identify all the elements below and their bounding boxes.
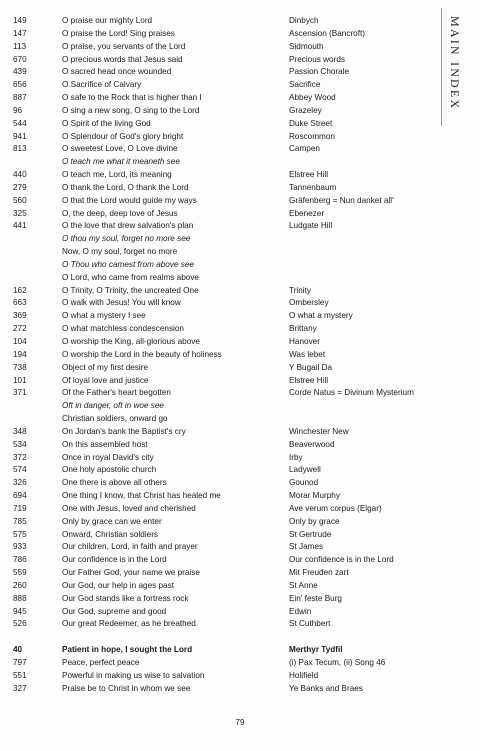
- tune-name: Only by grace: [289, 516, 340, 526]
- index-row: [0, 554, 440, 566]
- tune-name: St James: [289, 542, 324, 552]
- hymn-number: 194: [13, 349, 27, 359]
- hymn-number: 441: [13, 221, 27, 231]
- first-line: One there is above all others: [62, 478, 167, 488]
- index-row: [0, 220, 440, 232]
- index-row: [0, 580, 440, 592]
- side-rule: [441, 8, 442, 126]
- tune-name: Irby: [289, 452, 303, 462]
- first-line: Of the Father's heart begotten: [62, 388, 171, 398]
- index-row: [0, 606, 440, 618]
- tune-name: Ludgate Hill: [289, 221, 333, 231]
- first-line: Our great Redeemer, as he breathed: [62, 619, 196, 629]
- tune-name: St Cuthbert: [289, 619, 331, 629]
- index-row: [0, 426, 440, 438]
- index-row: [0, 375, 440, 387]
- index-row: [0, 259, 440, 271]
- hymn-number: 719: [13, 503, 27, 513]
- main-index-tab: MAIN INDEX: [448, 16, 462, 111]
- hymn-number: 551: [13, 671, 27, 680]
- first-line: O thou my soul, forget no more see: [62, 234, 191, 244]
- first-line: O Spirit of the living God: [62, 118, 151, 128]
- index-row: [0, 618, 440, 630]
- hymn-number: 162: [13, 285, 27, 295]
- first-line: Onward, Christian soldiers: [62, 529, 159, 539]
- hymn-number: 785: [13, 516, 27, 526]
- hymn-number: 786: [13, 555, 27, 565]
- index-row: [0, 156, 440, 168]
- tune-name: Ascension (Bancroft): [289, 28, 365, 38]
- first-line: O Splendour of God's glory bright: [62, 131, 184, 141]
- tune-name: Elstree Hill: [289, 170, 329, 180]
- index-row: [0, 516, 440, 528]
- hymn-number: 738: [13, 362, 27, 372]
- tune-name: Corde Natus = Divinum Mysterium: [289, 388, 414, 398]
- index-row: [0, 452, 440, 464]
- hymn-number: 440: [13, 170, 27, 180]
- first-line: O Sacrifice of Calvary: [62, 80, 142, 90]
- first-line: Christian soldiers, onward go: [62, 414, 168, 424]
- hymn-number: 933: [13, 542, 27, 552]
- hymn-number: 369: [13, 311, 27, 321]
- hymn-number: 147: [13, 28, 27, 38]
- hymn-number: 149: [13, 16, 27, 25]
- hymn-number: 326: [13, 478, 27, 488]
- tune-name: Sidmouth: [289, 41, 324, 51]
- first-line: O walk with Jesus! You will know: [62, 298, 181, 308]
- hymn-number: 101: [13, 375, 27, 385]
- hymn-number: 560: [13, 195, 27, 205]
- first-line: O worship the Lord in the beauty of holiness: [62, 349, 222, 359]
- index-row: [0, 195, 440, 207]
- index-row: [0, 272, 440, 284]
- hymn-number: 694: [13, 491, 27, 501]
- index-row: [0, 246, 440, 258]
- hymn-number: 574: [13, 465, 27, 475]
- first-line: O praise our mighty Lord: [62, 16, 153, 25]
- first-line: Now, O my soul, forget no more: [62, 247, 178, 257]
- hymn-number: 279: [13, 182, 27, 192]
- first-line: O sing a new song, O sing to the Lord: [62, 105, 200, 115]
- index-row: [0, 541, 440, 553]
- hymn-number: 327: [13, 683, 27, 693]
- hymn-number: 559: [13, 568, 27, 578]
- first-line: O teach me, Lord, its meaning: [62, 170, 172, 180]
- hymn-number: 325: [13, 208, 27, 218]
- tune-name: Holifield: [289, 671, 319, 680]
- hymn-number: 272: [13, 324, 27, 334]
- first-line: O, the deep, deep love of Jesus: [62, 208, 178, 218]
- tune-name: Winchester New: [289, 426, 349, 436]
- index-row: [0, 387, 440, 399]
- hymn-number: 104: [13, 337, 27, 346]
- hymn-number: 526: [13, 619, 27, 629]
- index-row: [0, 310, 440, 322]
- first-line: Our God, our help in ages past: [62, 580, 174, 590]
- hymn-number: 544: [13, 118, 27, 128]
- index-row: [0, 92, 440, 104]
- tune-name: Ladywell: [289, 465, 321, 475]
- first-line: O Lord, who came from realms above: [62, 272, 199, 282]
- first-line: Peace, perfect peace: [62, 658, 140, 668]
- hymn-number: 371: [13, 388, 27, 398]
- index-row: [0, 285, 440, 297]
- first-line: On Jordan's bank the Baptist's cry: [62, 426, 186, 436]
- first-line: One with Jesus, loved and cherished: [62, 503, 196, 513]
- first-line: Our confidence is in the Lord: [62, 555, 167, 565]
- index-row: [0, 490, 440, 502]
- index-row: [0, 567, 440, 579]
- index-row: [0, 131, 440, 143]
- tune-name: Morar Murphy: [289, 491, 340, 501]
- hymn-number: 40: [13, 645, 23, 655]
- tune-name: Tannenbaum: [289, 182, 337, 192]
- index-row: [0, 66, 440, 78]
- index-row: [0, 118, 440, 130]
- hymn-number: 575: [13, 529, 27, 539]
- first-line: O the love that drew salvation's plan: [62, 221, 194, 231]
- first-line: On this assembled host: [62, 439, 148, 449]
- first-line: Only by grace can we enter: [62, 516, 162, 526]
- index-row: [0, 670, 440, 682]
- tune-name: Dinbych: [289, 16, 319, 25]
- index-row: [0, 233, 440, 245]
- index-row: [0, 15, 440, 27]
- index-row: [0, 182, 440, 194]
- tune-name: O what a mystery: [289, 311, 353, 321]
- first-line: Our God stands like a fortress rock: [62, 593, 189, 603]
- index-row: [0, 503, 440, 515]
- hymn-number: 887: [13, 93, 27, 103]
- index-row: [0, 143, 440, 155]
- first-line: O that the Lord would guide my ways: [62, 195, 197, 205]
- hymn-number: 797: [13, 658, 27, 668]
- tune-name: Trinity: [289, 285, 311, 295]
- index-row: [0, 323, 440, 335]
- hymn-number: 813: [13, 144, 27, 154]
- tune-name: (i) Pax Tecum, (ii) Song 46: [289, 658, 386, 668]
- first-line: Our children, Lord, in faith and prayer: [62, 542, 198, 552]
- tune-name: Ye Banks and Braes: [289, 683, 363, 693]
- tune-name: Beaverwood: [289, 439, 335, 449]
- tune-name: Brittany: [289, 324, 317, 334]
- index-row: [0, 439, 440, 451]
- hymn-number: 945: [13, 606, 27, 616]
- tune-name: Gräfenberg = Nun danket all': [289, 195, 394, 205]
- tune-name: Ebenezer: [289, 208, 325, 218]
- first-line: O Thou who camest from above see: [62, 259, 194, 269]
- index-row: [0, 79, 440, 91]
- first-line: O thank the Lord, O thank the Lord: [62, 182, 189, 192]
- first-line: O sacred head once wounded: [62, 67, 172, 77]
- page-number: 79: [235, 718, 245, 727]
- index-row: [0, 349, 440, 361]
- hymn-number: 348: [13, 426, 27, 436]
- index-row: [0, 413, 440, 425]
- tune-name: Roscommon: [289, 131, 335, 141]
- hymn-number: 888: [13, 593, 27, 603]
- tune-name: Ave verum corpus (Elgar): [289, 503, 382, 513]
- tune-name: Grazeley: [289, 105, 322, 115]
- index-row: [0, 464, 440, 476]
- first-line: Once in royal David's city: [62, 452, 154, 462]
- first-line: O teach me what it meaneth see: [62, 157, 180, 167]
- first-line: O what a mystery I see: [62, 311, 146, 321]
- index-row: [0, 657, 440, 669]
- tune-name: Abbey Wood: [289, 93, 336, 103]
- first-line: Object of my first desire: [62, 362, 148, 372]
- index-row: [0, 54, 440, 66]
- first-line: O precious words that Jesus said: [62, 54, 183, 64]
- tune-name: St Gertrude: [289, 529, 332, 539]
- index-row: [0, 400, 440, 412]
- first-line: One holy apostolic church: [62, 465, 157, 475]
- tune-name: Mit Freuden zart: [289, 568, 349, 578]
- index-row: [0, 529, 440, 541]
- tune-name: Duke Street: [289, 118, 333, 128]
- first-line: O Trinity, O Trinity, the uncreated One: [62, 285, 199, 295]
- first-line: O praise, you servants of the Lord: [62, 41, 186, 51]
- index-row: [0, 297, 440, 309]
- first-line: Powerful in making us wise to salvation: [62, 671, 205, 680]
- tune-name: Merthyr Tydfil: [289, 645, 343, 655]
- tune-name: Campen: [289, 144, 320, 154]
- first-line: O sweetest Love, O Love divine: [62, 144, 178, 154]
- hymn-number: 670: [13, 54, 27, 64]
- first-line: Of loyal love and justice: [62, 375, 149, 385]
- index-row: [0, 169, 440, 181]
- hymn-number: 113: [13, 41, 27, 51]
- hymn-number: 96: [13, 105, 23, 115]
- tune-name: Passion Chorale: [289, 67, 350, 77]
- hymn-number: 439: [13, 67, 27, 77]
- hymn-number: 663: [13, 298, 27, 308]
- hymn-number: 372: [13, 452, 27, 462]
- index-row: [0, 362, 440, 374]
- first-line: Our God, supreme and good: [62, 606, 167, 616]
- index-row: [0, 28, 440, 40]
- tune-name: Hanover: [289, 337, 320, 346]
- first-line: O worship the King, all-glorious above: [62, 337, 200, 346]
- hymn-number: 534: [13, 439, 27, 449]
- index-row: [0, 477, 440, 489]
- tune-name: Was lebet: [289, 349, 326, 359]
- tune-name: Sacrifice: [289, 80, 321, 90]
- hymn-number: 656: [13, 80, 27, 90]
- tune-name: Our confidence is in the Lord: [289, 555, 394, 565]
- index-row: [0, 336, 440, 348]
- tune-name: Precious words: [289, 54, 345, 64]
- index-row: [0, 208, 440, 220]
- index-row: [0, 593, 440, 605]
- first-line: O safe to the Rock that is higher than I: [62, 93, 202, 103]
- first-line: Our Father God, your name we praise: [62, 568, 200, 578]
- tune-name: Ombersley: [289, 298, 329, 308]
- first-line: O what matchless condescension: [62, 324, 184, 334]
- tune-name: Edwin: [289, 606, 312, 616]
- hymn-number: 941: [13, 131, 27, 141]
- tune-name: St Anne: [289, 580, 318, 590]
- tune-name: Elstree Hill: [289, 375, 329, 385]
- index-row: [0, 644, 440, 656]
- tune-name: Ein' feste Burg: [289, 593, 342, 603]
- first-line: O praise the Lord! Sing praises: [62, 28, 175, 38]
- index-row: [0, 41, 440, 53]
- first-line: Praise be to Christ in whom we see: [62, 683, 191, 693]
- tune-name: Y Bugail Da: [289, 362, 333, 372]
- first-line: One thing I know, that Christ has healed me: [62, 491, 221, 501]
- first-line: Oft in danger, oft in woe see: [62, 401, 164, 411]
- tune-name: Gounod: [289, 478, 319, 488]
- first-line: Patient in hope, I sought the Lord: [62, 645, 193, 655]
- index-row: [0, 683, 440, 695]
- hymn-number: 260: [13, 580, 27, 590]
- index-row: [0, 105, 440, 117]
